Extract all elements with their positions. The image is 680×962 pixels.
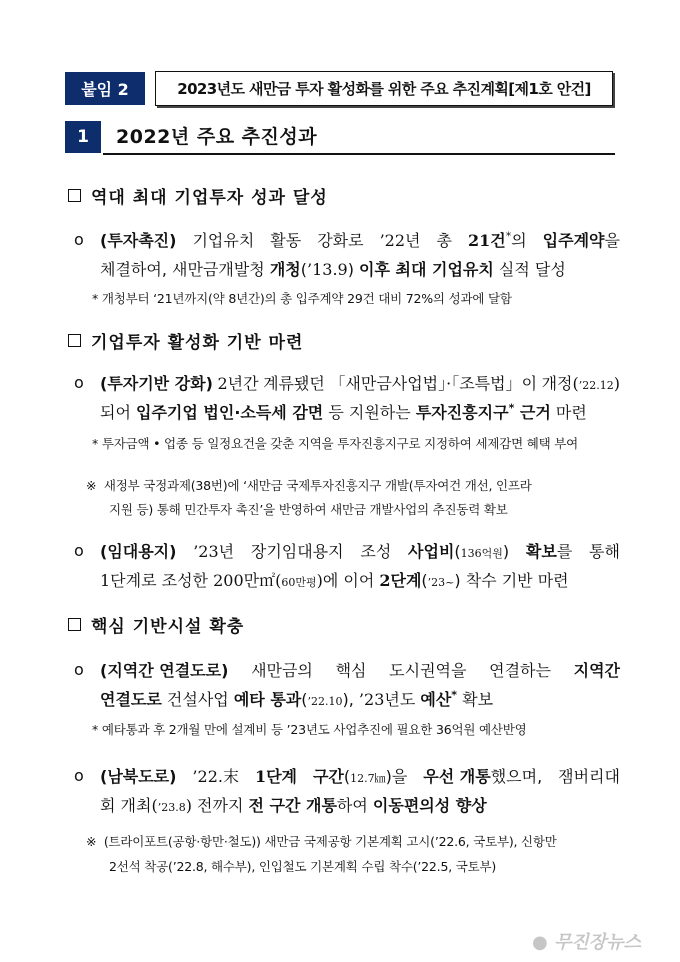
para-rental-land-2: 1단계로 조성한 200만㎡(60만평)에 이어 2단계(’23~) 착수 기반 마련 [100, 571, 569, 590]
heading-core-infrastructure: 핵심 기반시설 확충 [68, 612, 244, 637]
note-contracts: * 개청부터 ‘21년까지(약 8년간)의 총 입주계약 29건 대비 72%의 성과에 달함 [92, 291, 512, 306]
watermark-logo: ● 무진장뉴스 [532, 932, 641, 953]
bullet-circle-icon: ο [74, 541, 84, 560]
note-national-task-1: ※ 새정부 국정과제(38번)에 ‘새만금 국제투자진흥지구 개발(투자여건 개선, 인프라 [86, 478, 532, 493]
para-investment-attraction-2: 체결하여, 새만금개발청 개청(’13.9) 이후 최대 기업유치 실적 달성 [100, 260, 566, 279]
para-investment-base-1: (투자기반 강화) 2년간 계류됐던 「새만금사업법」·「조특법」이 개정(’22.12) [100, 374, 620, 393]
para-regional-road-1: (지역간 연결도로) 새만금의 핵심 도시권역을 연결하는 지역간 [100, 661, 620, 680]
checkbox-square-icon [68, 189, 81, 202]
note-budget: * 예타통과 후 2개월 만에 설계비 등 ’23년도 사업추진에 필요한 36억원 예산반영 [92, 722, 527, 737]
checkbox-square-icon [68, 334, 81, 347]
checkbox-square-icon [68, 618, 81, 631]
document-title: 2023년도 새만금 투자 활성화를 위한 주요 추진계획[제1호 안건] [155, 71, 613, 106]
note-triport-2: 2선석 착공(’22.8, 해수부), 인입철도 기본계획 수립 착수(’22.5, 국토부) [109, 859, 497, 874]
heading-investment-foundation: 기업투자 활성화 기반 마련 [68, 328, 303, 353]
note-tax-reduction: * 투자금액 • 업종 등 일정요건을 갖춘 지역을 투자진흥지구로 지정하여 세제감면 혜택 부여 [92, 436, 579, 451]
heading-investment-record: 역대 최대 기업투자 성과 달성 [68, 183, 328, 208]
note-national-task-2: 지원 등) 통해 민간투자 촉진’을 반영하여 새만금 개발사업의 추진동력 확보 [109, 502, 508, 517]
para-investment-attraction-1: (투자촉진) 기업유치 활동 강화로 ’22년 총 21건*의 입주계약을 [100, 229, 620, 250]
bullet-circle-icon: ο [74, 230, 84, 249]
para-investment-base-2: 되어 입주기업 법인·소득세 감면 등 지원하는 투자진흥지구* 근거 마련 [100, 401, 587, 422]
section-title: 2022년 주요 추진성과 [116, 126, 318, 148]
para-north-south-road-2: 회 개최(’23.8) 전까지 전 구간 개통하여 이동편의성 향상 [100, 796, 487, 815]
para-regional-road-2: 연결도로 건설사업 예타 통과(’22.10), ’23년도 예산* 확보 [100, 688, 494, 709]
bullet-circle-icon: ο [74, 373, 84, 392]
attachment-badge: 붙임 2 [65, 72, 145, 105]
bullet-circle-icon: ο [74, 766, 84, 785]
note-triport-1: ※ (트라이포트(공항·항만·철도)) 새만금 국제공항 기본계획 고시(’22.6, 국토부), 신항만 [86, 834, 557, 849]
section-number: 1 [65, 121, 101, 153]
para-rental-land-1: (임대용지) ’23년 장기임대용지 조성 사업비(136억원) 확보를 통해 [100, 542, 620, 561]
bullet-circle-icon: ο [74, 660, 84, 679]
para-north-south-road-1: (남북도로) ’22.末 1단계 구간(12.7㎞)을 우선 개통했으며, 잼버리대 [100, 767, 620, 786]
section-underline [103, 153, 615, 155]
